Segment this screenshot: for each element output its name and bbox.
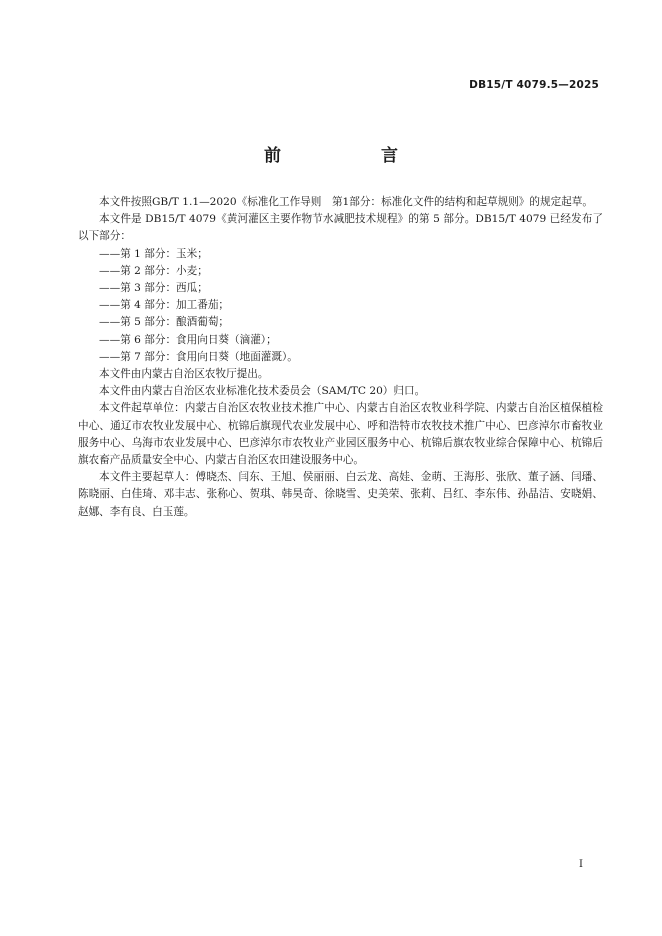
paragraph-drafting-units: 本文件起草单位：内蒙古自治区农牧业技术推广中心、内蒙古自治区农牧业科学院、内蒙古自治区植保植检中心、通辽市农牧业发展中心、杭锦后旗现代农业发展中心、呼和浩特市农牧技术推广中心、巴彦淖尔市畜牧业服务中心、乌海市农业发展中心、巴彦淖尔市农牧业产业园区服务中心、杭锦后旗农牧业综合保障中心、杭锦后旗农畜产品质量安全中心、内蒙古自治区农田建设服务中心。: [78, 402, 603, 467]
parts-list: [78, 246, 603, 366]
list-item: ——第 6 部分：食用向日葵（滴灌）；: [99, 333, 277, 346]
paragraph-series-intro: 本文件是 DB15/T 4079《黄河灌区主要作物节水减肥技术规程》的第 5 部分。DB15/T 4079 已经发布了以下部分：: [78, 213, 603, 243]
paragraph-proposer: 本文件由内蒙古自治区农牧厅提出。: [99, 368, 269, 381]
paragraph-committee: 本文件由内蒙古自治区农业标准化技术委员会（SAM/TC 20）归口。: [99, 385, 426, 398]
foreword-body: [78, 194, 603, 521]
standard-number: DB15/T 4079.5—2025: [469, 79, 599, 91]
list-item: ——第 4 部分：加工番茄；: [99, 299, 230, 312]
list-item: ——第 7 部分：食用向日葵（地面灌溉）。: [99, 350, 298, 363]
page-title: 前 言: [264, 146, 420, 166]
page-number: I: [579, 859, 583, 870]
paragraph-drafting-rules: 本文件按照GB/T 1.1—2020《标准化工作导则 第1部分：标准化文件的结构和起草规则》的规定起草。: [99, 196, 593, 208]
list-item: ——第 5 部分：酿酒葡萄；: [99, 316, 230, 329]
list-item: ——第 1 部分：玉米；: [99, 247, 208, 260]
paragraph-drafters: 本文件主要起草人：傅晓杰、闫东、王旭、侯丽丽、白云龙、高娃、金萌、王海彤、张欣、董子涵、闫璠、陈晓丽、白佳琦、邓丰志、张称心、贺琪、韩昊奇、徐晓雪、史美荣、张莉、吕红、李东伟、孙晶洁、安晓娟、赵娜、李有良、白玉莲。: [78, 471, 603, 518]
list-item: ——第 3 部分：西瓜；: [99, 282, 208, 295]
list-item: ——第 2 部分：小麦；: [99, 264, 208, 277]
